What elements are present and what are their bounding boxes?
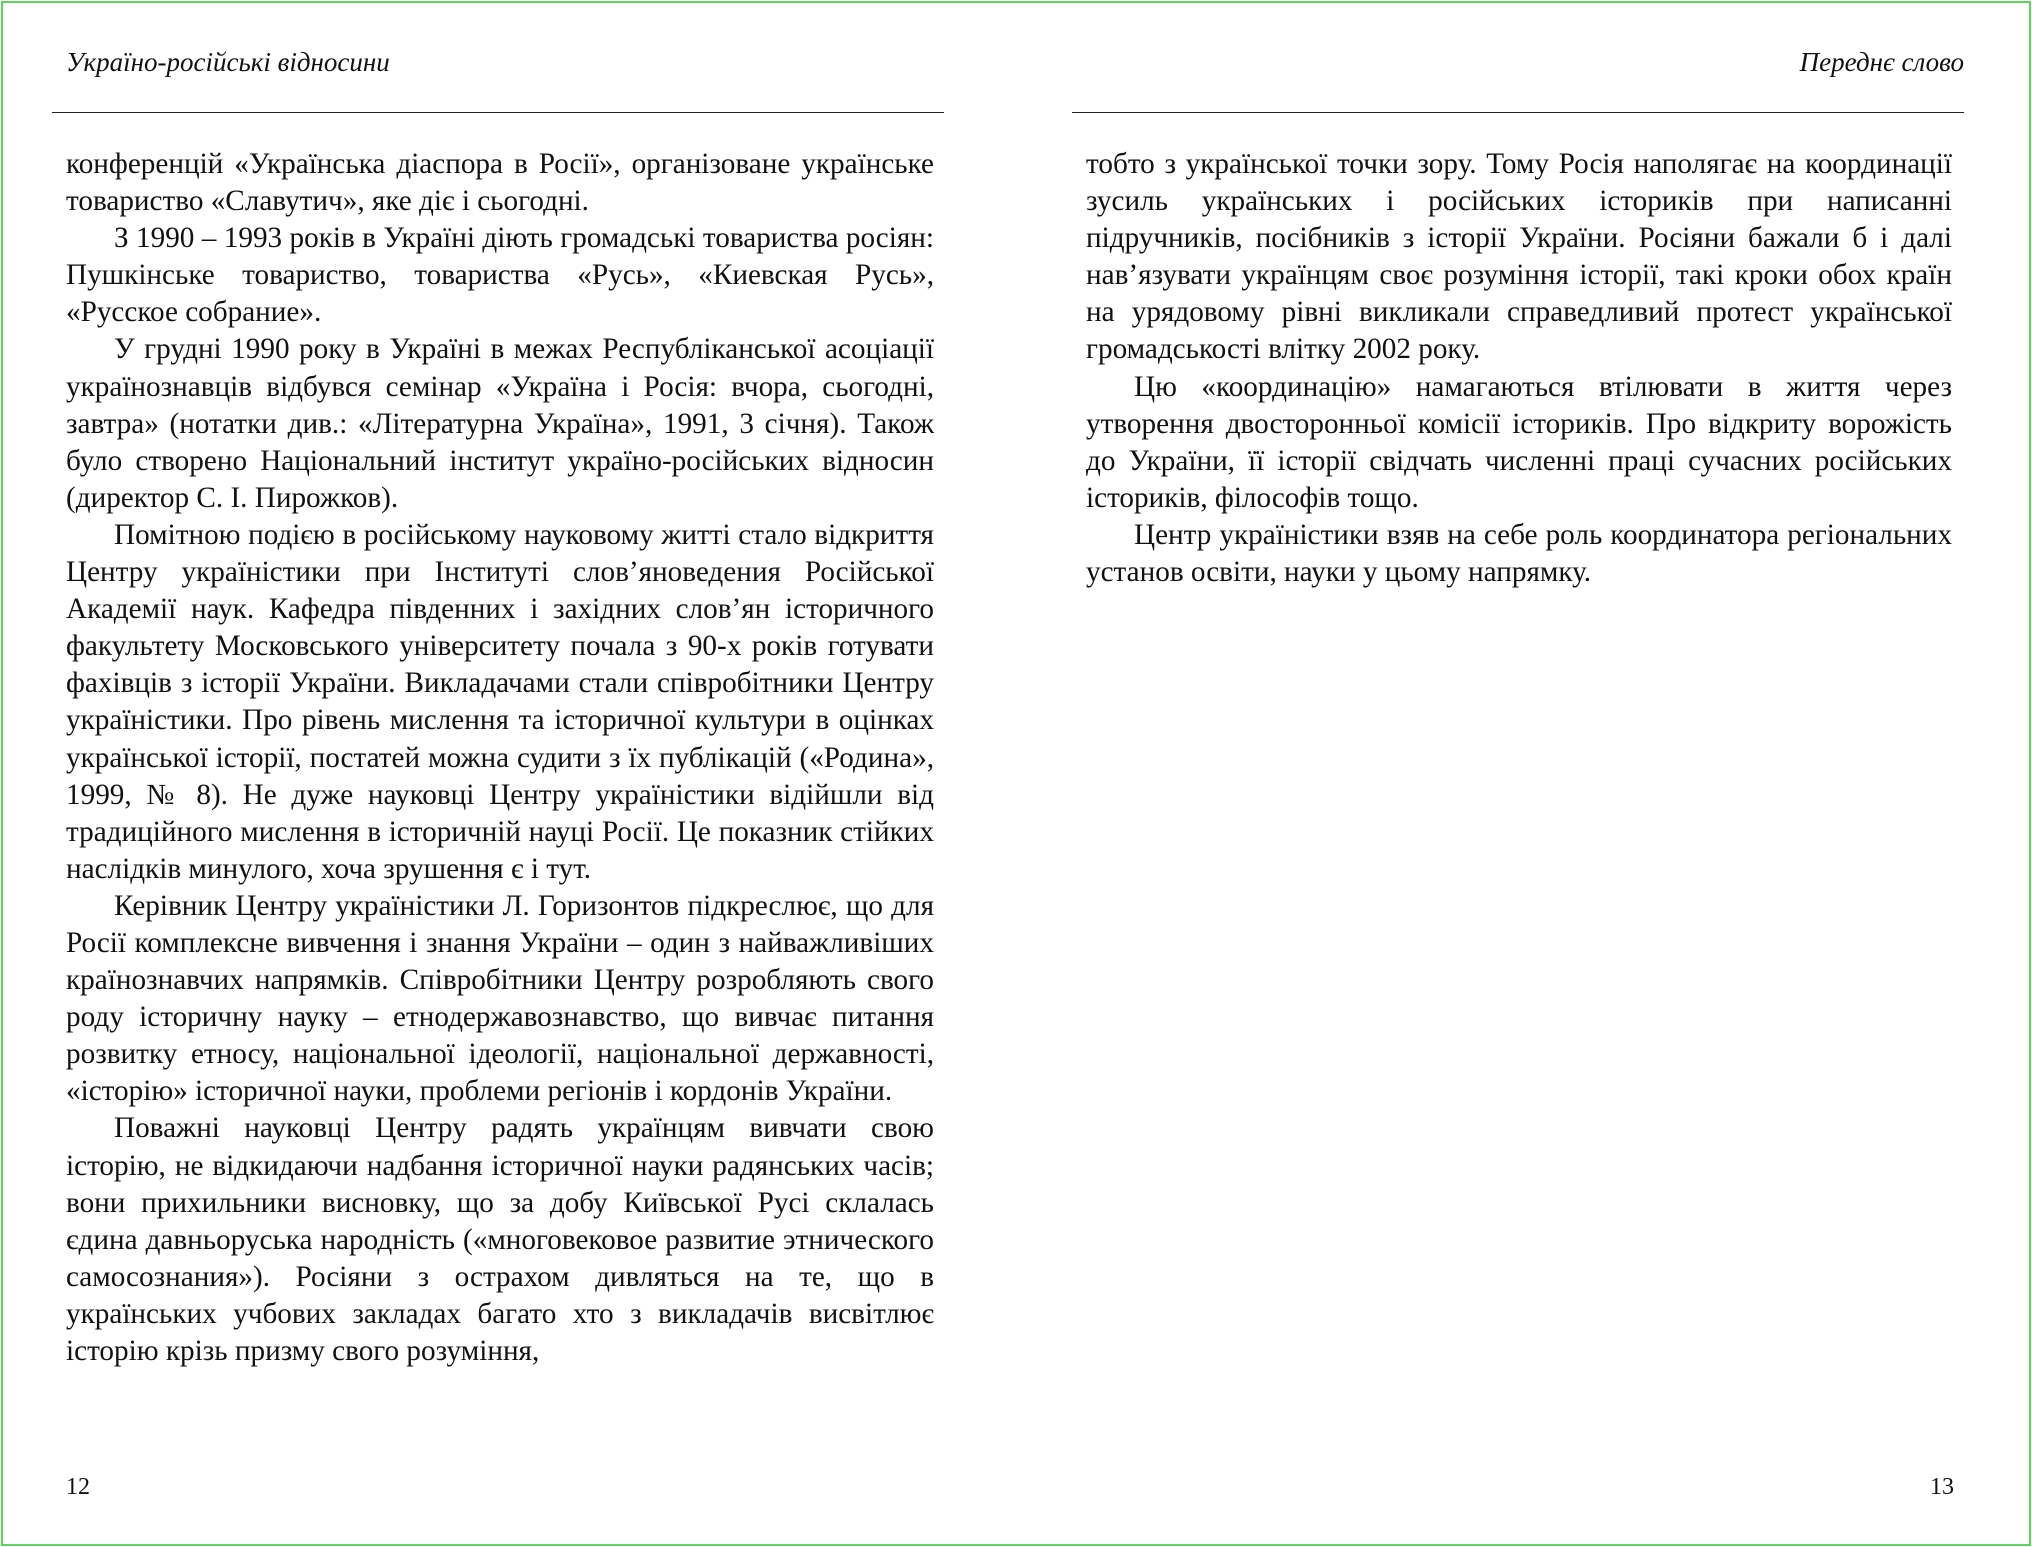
right-header-rule [1072, 112, 1964, 113]
left-header-rule [52, 112, 944, 113]
left-page [52, 0, 944, 1547]
right-page-number: 13 [1930, 1474, 1954, 1500]
left-body-text [66, 146, 934, 1370]
paragraph: З 1990 – 1993 років в Україні діють громадські товариства росіян: Пушкінське товариство, товариства «Русь», «Киевская Русь», «Русское собрание». [66, 222, 934, 329]
paragraph: тобто з української точки зору. Тому Росія наполягає на координації зусиль українських і російських істориків при написанні підручників, посібників з історії України. Росіяни бажали б і далі нав’язувати українцям своє розуміння історії, такі кроки обох країн на урядовому рівні викликали справедливий протест української громадськості влітку 2002 року. [1086, 148, 1952, 366]
left-running-head: Україно-російські відносини [66, 47, 390, 77]
paragraph: Керівник Центру україністики Л. Горизонтов підкреслює, що для Росії комплексне вивчення і знання України – один з найважливіших країнознавчих напрямків. Співробітники Центру розробляють свого роду історичну науку – етнодержавознавство, що вивчає питання розвитку етносу, національної ідеології, національної державності, «історію» історичної науки, проблеми регіонів і кордонів України. [66, 889, 934, 1108]
right-running-head: Переднє слово [1799, 47, 1964, 77]
right-page [1072, 0, 1964, 1547]
paragraph: Цю «координацію» намагаються втілювати в життя через утворення двосторонньої комісії істориків. Про відкриту ворожість до України, її історії свідчать численні праці сучасних російських істориків, філософів тощо. [1086, 370, 1952, 514]
paragraph: У грудні 1990 року в Україні в межах Республіканської асоціації українознавців відбувся семінар «Україна і Росія: вчора, сьогодні, завтра» (нотатки див.: «Літературна Україна», 1991, 3 січня). Також було створено Національний інститут україно-російських відносин (директор С. І. Пирожков). [66, 333, 934, 514]
right-body-text [1086, 146, 1952, 591]
paragraph: конференцій «Українська діаспора в Росії», організоване українське товариство «Славутич», яке діє і сьогодні. [66, 148, 934, 218]
paragraph: Поважні науковці Центру радять українцям вивчати свою історію, не відкидаючи надбання історичної науки радянських часів; вони прихильники висновку, що за добу Київської Русі склалась єдина давньоруська народність («многовековое развитие этнического самосознания»). Росіяни з острахом дивляться на те, що в українських учбових закладах багато хто з викладачів висвітлює історію крізь призму свого розуміння, [66, 1112, 934, 1367]
left-page-number: 12 [66, 1474, 90, 1500]
paragraph: Помітною подією в російському науковому житті стало відкриття Центру україністики при Інституті слов’яноведения Російської Академії наук. Кафедра південних і західних слов’ян історичного факультету Московського університету почала з 90-х років готувати фахівців з історії України. Викладачами стали співробітники Центру україністики. Про рівень мислення та історичної культури в оцінках української історії, постатей можна судити з їх публікацій («Родина», 1999, № 8). Не дуже науковці Центру україністики відійшли від традиційного мислення в історичній науці Росії. Це показник стійких наслідків минулого, хоча зрушення є і тут. [66, 518, 934, 885]
paragraph: Центр україністики взяв на себе роль координатора регіональних установ освіти, науки у цьому напрямку. [1086, 518, 1952, 589]
